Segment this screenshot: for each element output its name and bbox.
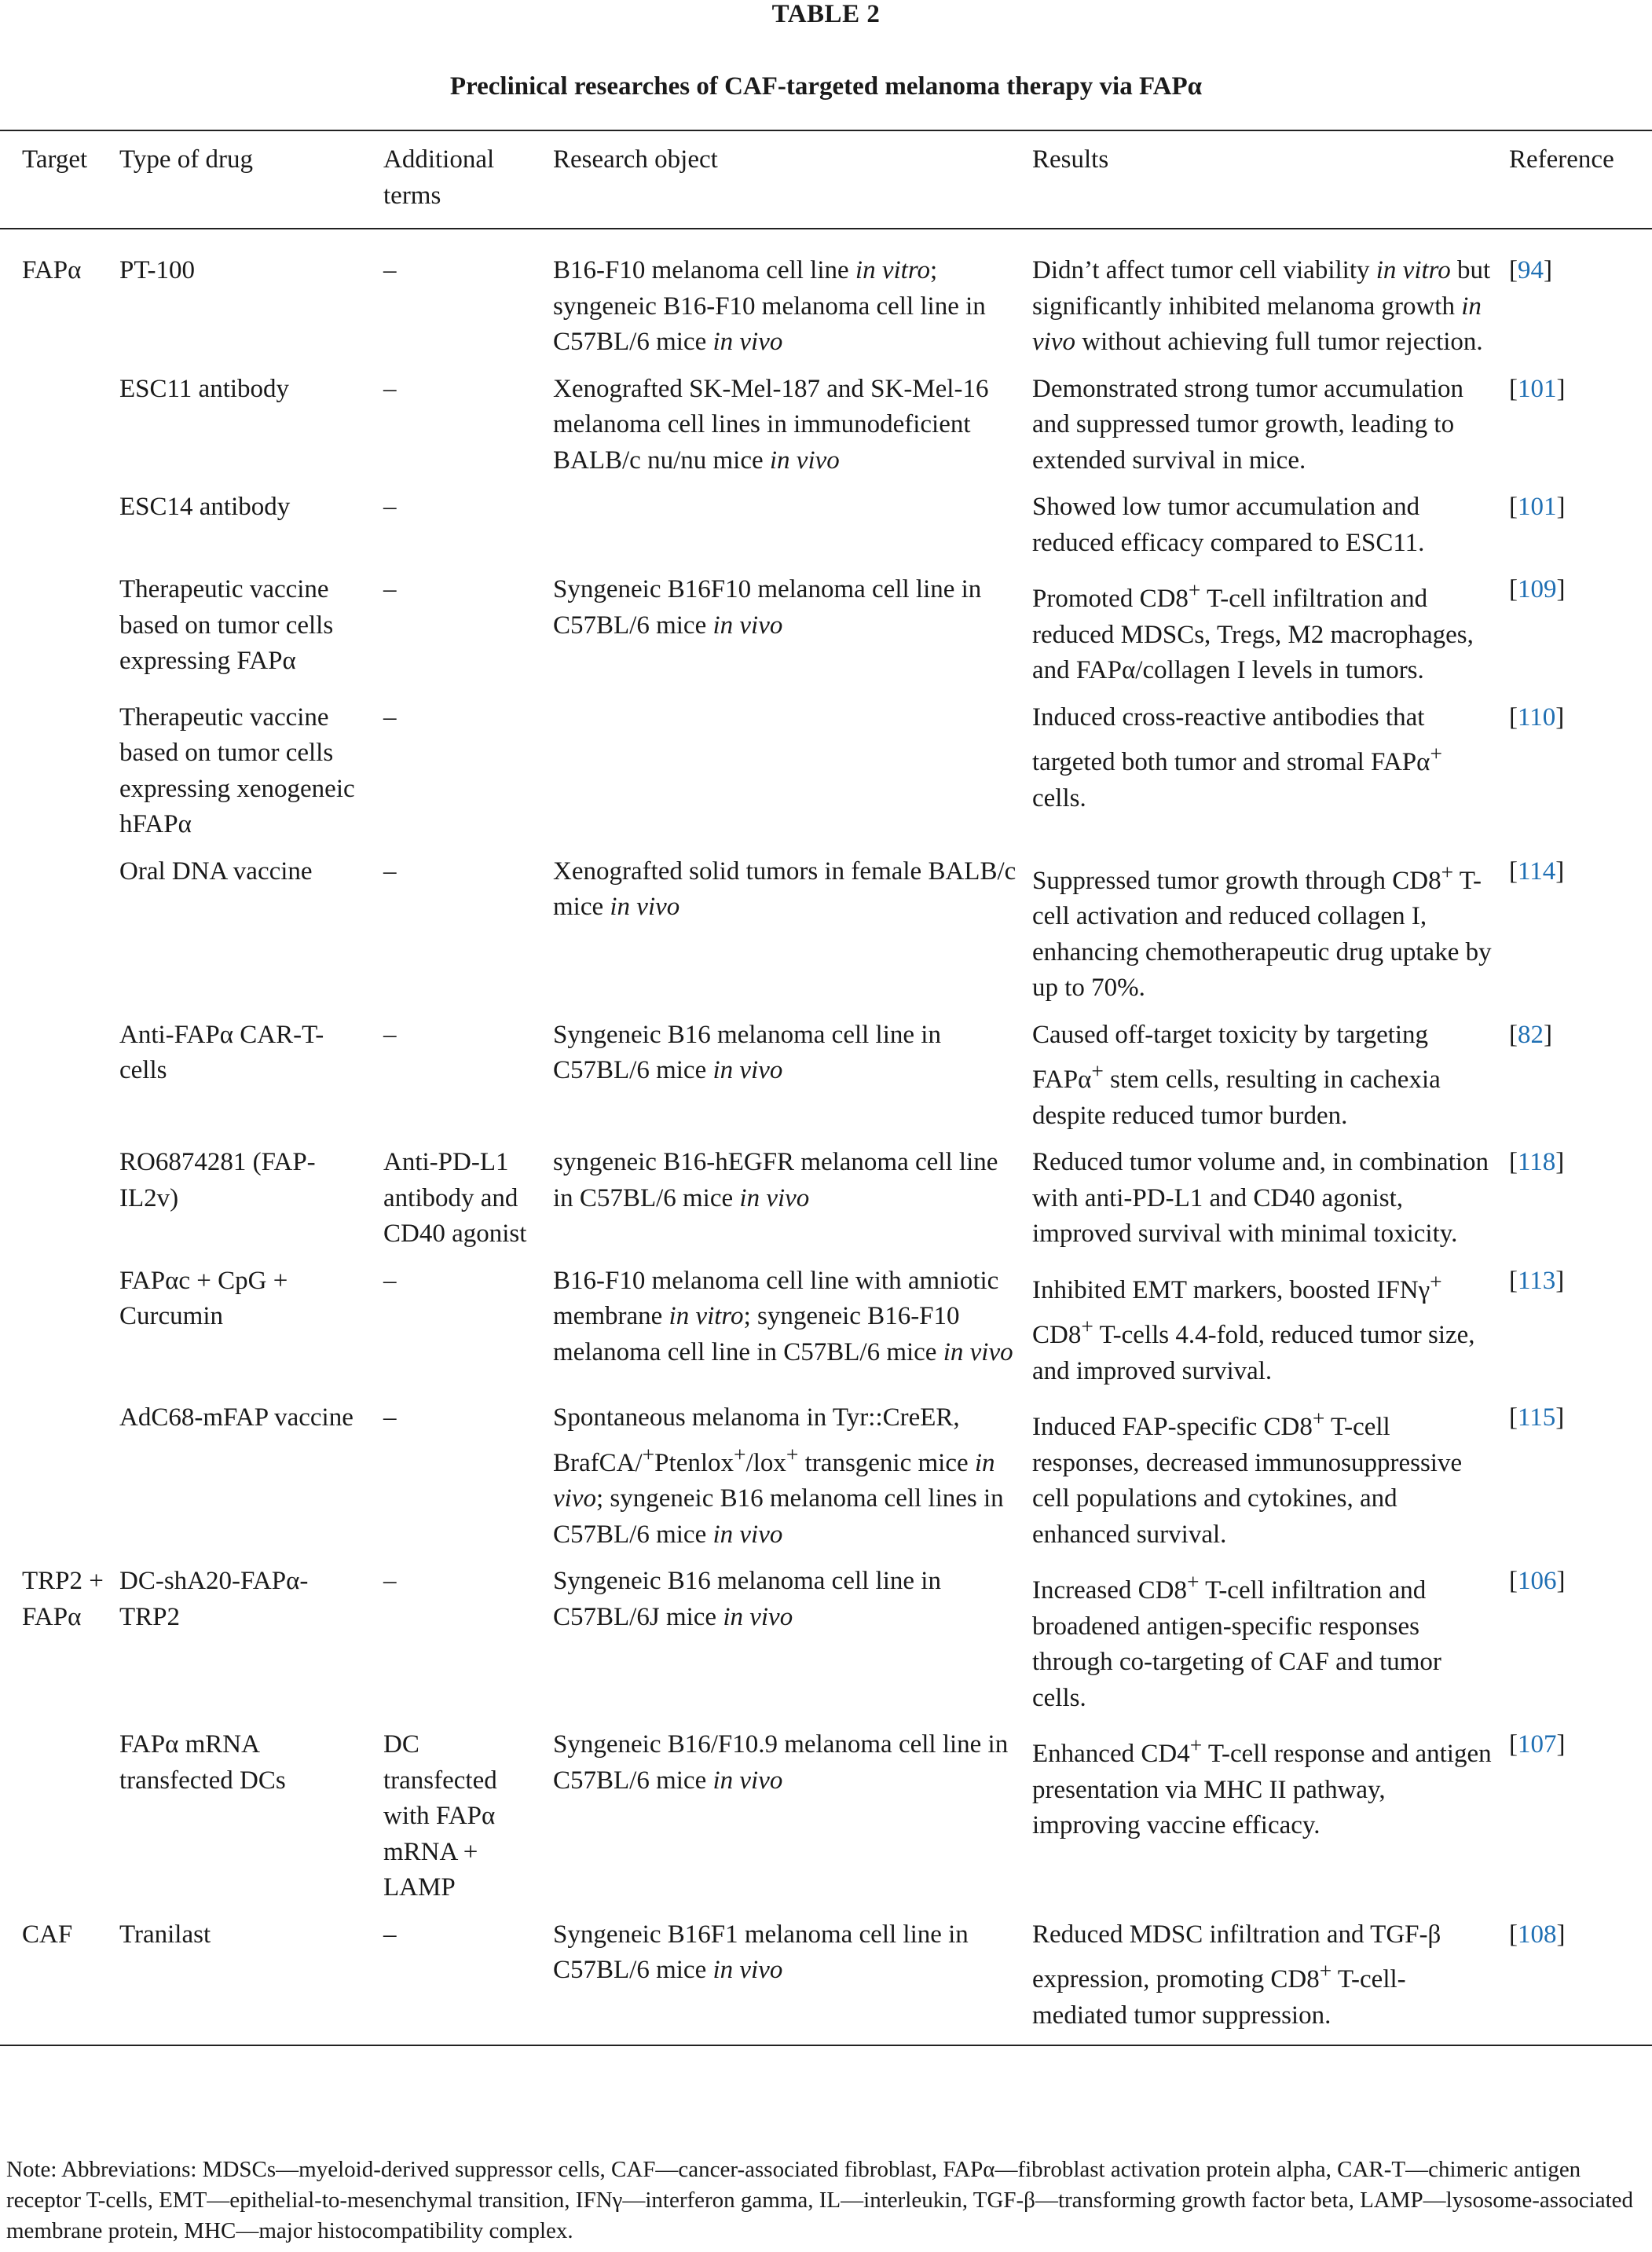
- column-header-target: Target: [22, 145, 88, 174]
- cell-target: [0, 1727, 112, 1917]
- cell-additional-terms: –: [383, 1920, 397, 1949]
- superscript: +: [1188, 578, 1201, 602]
- cell-results: [1024, 372, 1501, 490]
- cell-research-object: [545, 1727, 1024, 1917]
- text-segment: Inhibited EMT markers, boosted IFNγ: [1032, 1275, 1430, 1304]
- table-row: [0, 1018, 1652, 1146]
- cell-drug: ESC11 antibody: [119, 374, 290, 403]
- italic-text: in vitro: [855, 256, 930, 284]
- text-segment: Induced FAP-specific CD8: [1032, 1413, 1313, 1441]
- cell-drug: AdC68-mFAP vaccine: [119, 1403, 353, 1432]
- cell-research-object: [545, 1917, 1024, 2046]
- bracket: [: [1509, 1920, 1518, 1949]
- reference-link[interactable]: 114: [1518, 856, 1556, 886]
- cell-research-object: [545, 854, 1024, 1018]
- cell-target: [0, 572, 112, 700]
- reference-link[interactable]: 110: [1518, 702, 1556, 732]
- table-row: [0, 1564, 1652, 1727]
- text-segment: Spontaneous melanoma in Tyr::CreER, BrafCA/: [553, 1403, 960, 1477]
- bracket: ]: [1555, 702, 1565, 732]
- text-segment: T-cell activation and reduced collagen I, enhancing chemotherapeutic drug uptake by up to 70%.: [1032, 866, 1492, 1002]
- cell-research-object: [545, 1564, 1024, 1727]
- cell-results: [1024, 854, 1501, 1018]
- bracket: ]: [1556, 1567, 1566, 1595]
- text-segment: Didn’t affect tumor cell viability: [1032, 256, 1376, 284]
- italic-text: in vivo: [739, 1183, 810, 1212]
- table-body: [0, 229, 1652, 2045]
- italic-text: in vivo: [1032, 292, 1482, 356]
- cell-research-object: [545, 1400, 1024, 1564]
- cell-reference: [1501, 372, 1652, 490]
- table-row: [0, 854, 1652, 1018]
- cell-drug: FAPα mRNA transfected DCs: [119, 1730, 286, 1795]
- cell-drug: FAPαc + CpG + Curcumin: [119, 1266, 288, 1330]
- cell-reference: [1501, 700, 1652, 854]
- cell-reference: [1501, 1564, 1652, 1727]
- bracket: ]: [1556, 1730, 1566, 1759]
- cell-additional-terms: –: [383, 1266, 397, 1295]
- cell-drug: Therapeutic vaccine based on tumor cells expressing FAPα: [119, 575, 334, 675]
- text-segment: Syngeneic B16 melanoma cell line in C57BL/6 mice: [553, 1020, 941, 1084]
- table-row: [0, 1264, 1652, 1401]
- column-header-results: Results: [1032, 145, 1109, 174]
- cell-target: [0, 372, 112, 490]
- cell-research-object: [545, 229, 1024, 372]
- cell-results: [1024, 1145, 1501, 1264]
- cell-target: [0, 1264, 112, 1401]
- cell-additional-terms: –: [383, 575, 397, 603]
- table-row: [0, 1727, 1652, 1917]
- superscript: +: [1091, 1058, 1104, 1083]
- italic-text: in vivo: [712, 1520, 783, 1549]
- cell-target: [0, 1145, 112, 1264]
- cell-research-object: [545, 490, 1024, 572]
- cell-additional-terms: –: [383, 702, 397, 732]
- cell-reference: [1501, 1264, 1652, 1401]
- text-segment: CD8: [1032, 1321, 1082, 1349]
- table-row: [0, 1400, 1652, 1564]
- reference-link[interactable]: 101: [1518, 493, 1557, 521]
- cell-reference: [1501, 1917, 1652, 2046]
- reference-link[interactable]: 108: [1518, 1920, 1557, 1949]
- text-segment: Promoted CD8: [1032, 585, 1189, 613]
- cell-additional-terms: –: [383, 493, 397, 521]
- cell-drug: Therapeutic vaccine based on tumor cells expressing xenogeneic hFAPα: [119, 702, 355, 838]
- bracket: [: [1509, 702, 1518, 732]
- italic-text: in vivo: [723, 1602, 793, 1631]
- cell-results: [1024, 1400, 1501, 1564]
- superscript: +: [734, 1441, 746, 1466]
- column-header-drug: Type of drug: [119, 145, 253, 174]
- text-segment: ; syngeneic B16 melanoma cell lines in C57BL/6 mice: [553, 1484, 1004, 1549]
- text-segment: Reduced MDSC infiltration and TGF-β expression, promoting CD8: [1032, 1920, 1441, 1993]
- text-segment: Induced cross-reactive antibodies that targeted both tumor and stromal FAPα: [1032, 702, 1430, 776]
- text-segment: B16-F10 melanoma cell line with amniotic membrane: [553, 1266, 999, 1330]
- cell-target: [0, 1400, 112, 1564]
- text-segment: without achieving full tumor rejection.: [1075, 328, 1483, 356]
- text-segment: /lox: [745, 1448, 786, 1477]
- bracket: [: [1509, 256, 1518, 284]
- bracket: ]: [1544, 1020, 1552, 1049]
- reference-link[interactable]: 101: [1518, 374, 1557, 403]
- italic-text: in vitro: [668, 1302, 744, 1330]
- cell-reference: [1501, 1018, 1652, 1146]
- bracket: [: [1509, 1148, 1518, 1176]
- cell-target: [0, 490, 112, 572]
- cell-target: [0, 1018, 112, 1146]
- cell-reference: [1501, 229, 1652, 372]
- bracket: [: [1509, 575, 1518, 603]
- cell-reference: [1501, 1400, 1652, 1564]
- superscript: +: [1430, 1268, 1442, 1293]
- cell-research-object: [545, 572, 1024, 700]
- cell-research-object: [545, 700, 1024, 854]
- cell-additional-terms: –: [383, 1020, 397, 1049]
- bracket: [: [1509, 1567, 1518, 1595]
- superscript: +: [786, 1441, 799, 1466]
- bracket: ]: [1555, 856, 1565, 886]
- text-segment: transgenic mice: [798, 1448, 975, 1477]
- italic-text: in vivo: [712, 1766, 783, 1795]
- bracket: ]: [1555, 1148, 1565, 1176]
- italic-text: in vivo: [943, 1337, 1013, 1366]
- superscript: +: [1189, 1733, 1203, 1757]
- cell-target: CAF: [22, 1920, 73, 1949]
- reference-link[interactable]: 94: [1518, 256, 1544, 284]
- bracket: [: [1509, 374, 1518, 403]
- table-row: [0, 229, 1652, 372]
- column-header-reference: Reference: [1509, 145, 1614, 174]
- cell-target: [0, 700, 112, 854]
- cell-drug: RO6874281 (FAP-IL2v): [119, 1148, 316, 1212]
- table-row: [0, 1145, 1652, 1264]
- text-segment: B16-F10 melanoma cell line: [553, 256, 855, 284]
- text-segment: T-cell infiltration and broadened antigen-specific responses through co-targeting of CAF and tumor cells.: [1032, 1576, 1441, 1712]
- bracket: [: [1509, 1266, 1518, 1295]
- superscript: +: [1430, 741, 1442, 765]
- bracket: ]: [1556, 1920, 1566, 1949]
- table-row: [0, 490, 1652, 572]
- text-segment: stem cells, resulting in cachexia despite reduced tumor burden.: [1032, 1065, 1441, 1130]
- italic-text: in vivo: [610, 893, 680, 921]
- reference-link[interactable]: 113: [1518, 1266, 1556, 1295]
- italic-text: in vivo: [712, 1056, 783, 1084]
- table-header-row: [0, 130, 1652, 229]
- text-segment: Syngeneic B16/F10.9 melanoma cell line in C57BL/6 mice: [553, 1730, 1009, 1795]
- cell-target: [0, 854, 112, 1018]
- cell-additional-terms: –: [383, 856, 397, 886]
- cell-drug: ESC14 antibody: [119, 493, 291, 521]
- text-segment: Syngeneic B16 melanoma cell line in C57BL/6J mice: [553, 1567, 941, 1631]
- text-segment: Xenografted solid tumors in female BALB/c mice: [553, 856, 1016, 921]
- text-segment: Reduced tumor volume and, in combination with anti-PD-L1 and CD40 agonist, improved survival with minimal toxicity.: [1032, 1148, 1489, 1248]
- text-segment: Enhanced CD4: [1032, 1740, 1190, 1768]
- table-title: Preclinical researches of CAF-targeted melanoma therapy via FAPα: [449, 72, 1203, 101]
- cell-results: [1024, 490, 1501, 572]
- italic-text: in vivo: [712, 611, 783, 640]
- cell-results: [1024, 1564, 1501, 1727]
- superscript: +: [1312, 1406, 1325, 1430]
- text-segment: Syngeneic B16F1 melanoma cell line in C57BL/6 mice: [553, 1920, 969, 1984]
- table-note: Note: Abbreviations: MDSCs—myeloid-derived suppressor cells, CAF—cancer-associated fibroblast, FAPα—fibroblast activation protein alpha, CAR-T—chimeric antigen receptor T-cells, EMT—epithelial-to-mesenchymal transition, IFNγ—interferon gamma, IL—interleukin, TGF-β—transforming growth factor beta, LAMP—lysosome-associated membrane protein, MHC—major histocompatibility complex.: [6, 2157, 1634, 2243]
- reference-link[interactable]: 109: [1518, 575, 1557, 603]
- text-segment: Demonstrated strong tumor accumulation and suppressed tumor growth, leading to extended survival in mice.: [1032, 374, 1463, 475]
- cell-results: [1024, 572, 1501, 700]
- cell-research-object: [545, 1145, 1024, 1264]
- text-segment: Showed low tumor accumulation and reduced efficacy compared to ESC11.: [1032, 493, 1425, 557]
- cell-additional-terms: –: [383, 256, 397, 284]
- cell-target: FAPα: [22, 256, 82, 284]
- cell-drug: Oral DNA vaccine: [119, 856, 313, 886]
- cell-additional-terms: –: [383, 1403, 397, 1432]
- italic-text: in vivo: [712, 1956, 783, 1984]
- cell-reference: [1501, 1727, 1652, 1917]
- cell-additional-terms: –: [383, 374, 397, 403]
- superscript: +: [1187, 1569, 1200, 1594]
- bracket: [: [1509, 1730, 1518, 1759]
- superscript: +: [1441, 859, 1454, 884]
- bracket: [: [1509, 1020, 1518, 1049]
- text-segment: T-cell infiltration and reduced MDSCs, Tregs, M2 macrophages, and FAPα/collagen I levels in tumors.: [1032, 585, 1474, 684]
- cell-reference: [1501, 1145, 1652, 1264]
- superscript: +: [1319, 1958, 1332, 1982]
- text-segment: cells.: [1032, 783, 1086, 812]
- bracket: [: [1509, 856, 1518, 886]
- column-header-terms: Additional terms: [383, 145, 495, 210]
- cell-drug: DC-shA20-FAPα-TRP2: [119, 1567, 309, 1631]
- cell-additional-terms: –: [383, 1567, 397, 1595]
- text-segment: Xenografted SK-Mel-187 and SK-Mel-16 melanoma cell lines in immunodeficient BALB/c nu/nu mice: [553, 374, 989, 475]
- cell-reference: [1501, 572, 1652, 700]
- reference-link[interactable]: 82: [1518, 1020, 1544, 1049]
- text-segment: Caused off-target toxicity by targeting FAPα: [1032, 1020, 1429, 1094]
- table-row: [0, 1917, 1652, 2046]
- cell-drug: PT-100: [119, 256, 195, 284]
- cell-research-object: [545, 372, 1024, 490]
- text-segment: ; syngeneic B16-F10 melanoma cell line in C57BL/6 mice: [553, 256, 986, 356]
- bracket: ]: [1555, 1266, 1565, 1295]
- superscript: +: [642, 1441, 655, 1466]
- cell-results: [1024, 1264, 1501, 1401]
- column-header-object: Research object: [553, 145, 718, 174]
- cell-reference: [1501, 490, 1652, 572]
- bracket: ]: [1556, 493, 1566, 521]
- italic-text: in vitro: [1375, 256, 1451, 284]
- text-segment: Suppressed tumor growth through CD8: [1032, 866, 1441, 895]
- text-segment: T-cell-mediated tumor suppression.: [1032, 1965, 1406, 2030]
- bracket: [: [1509, 1403, 1518, 1432]
- reference-link[interactable]: 107: [1518, 1730, 1557, 1759]
- cell-research-object: [545, 1018, 1024, 1146]
- cell-drug: Anti-FAPα CAR-T-cells: [119, 1020, 324, 1084]
- bracket: [: [1509, 493, 1518, 521]
- bracket: ]: [1544, 256, 1552, 284]
- reference-link[interactable]: 118: [1518, 1148, 1556, 1176]
- cell-results: [1024, 1727, 1501, 1917]
- text-segment: Ptenlox: [654, 1448, 734, 1477]
- italic-text: in vivo: [553, 1448, 995, 1513]
- cell-additional-terms: DC transfected with FAPα mRNA + LAMP: [383, 1730, 497, 1902]
- text-segment: T-cell responses, decreased immunosuppressive cell populations and cytokines, and enhanced survival.: [1032, 1413, 1463, 1549]
- text-segment: syngeneic B16-hEGFR melanoma cell line in C57BL/6 mice: [553, 1148, 998, 1212]
- bracket: ]: [1555, 1403, 1565, 1432]
- cell-reference: [1501, 854, 1652, 1018]
- cell-target: TRP2 + FAPα: [22, 1567, 104, 1631]
- table-label: TABLE 2: [771, 0, 881, 28]
- text-segment: Syngeneic B16F10 melanoma cell line in C57BL/6 mice: [553, 575, 982, 640]
- cell-results: [1024, 1018, 1501, 1146]
- table-row: [0, 372, 1652, 490]
- text-segment: T-cells 4.4-fold, reduced tumor size, and improved survival.: [1032, 1321, 1475, 1385]
- reference-link[interactable]: 115: [1518, 1403, 1556, 1432]
- data-table: [0, 130, 1652, 2046]
- cell-additional-terms: Anti-PD-L1 antibody and CD40 agonist: [383, 1148, 527, 1248]
- text-segment: ; syngeneic B16-F10 melanoma cell line in C57BL/6 mice: [553, 1302, 960, 1366]
- cell-results: [1024, 229, 1501, 372]
- cell-results: [1024, 700, 1501, 854]
- italic-text: in vivo: [712, 328, 783, 356]
- table-row: [0, 700, 1652, 854]
- superscript: +: [1081, 1314, 1093, 1338]
- italic-text: in vivo: [769, 446, 840, 475]
- reference-link[interactable]: 106: [1518, 1567, 1557, 1595]
- text-segment: Increased CD8: [1032, 1576, 1188, 1605]
- bracket: ]: [1556, 575, 1566, 603]
- table-row: [0, 572, 1652, 700]
- cell-results: [1024, 1917, 1501, 2046]
- text-segment: T-cell response and antigen presentation via MHC II pathway, improving vaccine efficacy.: [1032, 1740, 1492, 1839]
- bracket: ]: [1556, 374, 1566, 403]
- text-segment: but significantly inhibited melanoma growth: [1032, 256, 1491, 321]
- cell-drug: Tranilast: [119, 1920, 211, 1949]
- cell-research-object: [545, 1264, 1024, 1401]
